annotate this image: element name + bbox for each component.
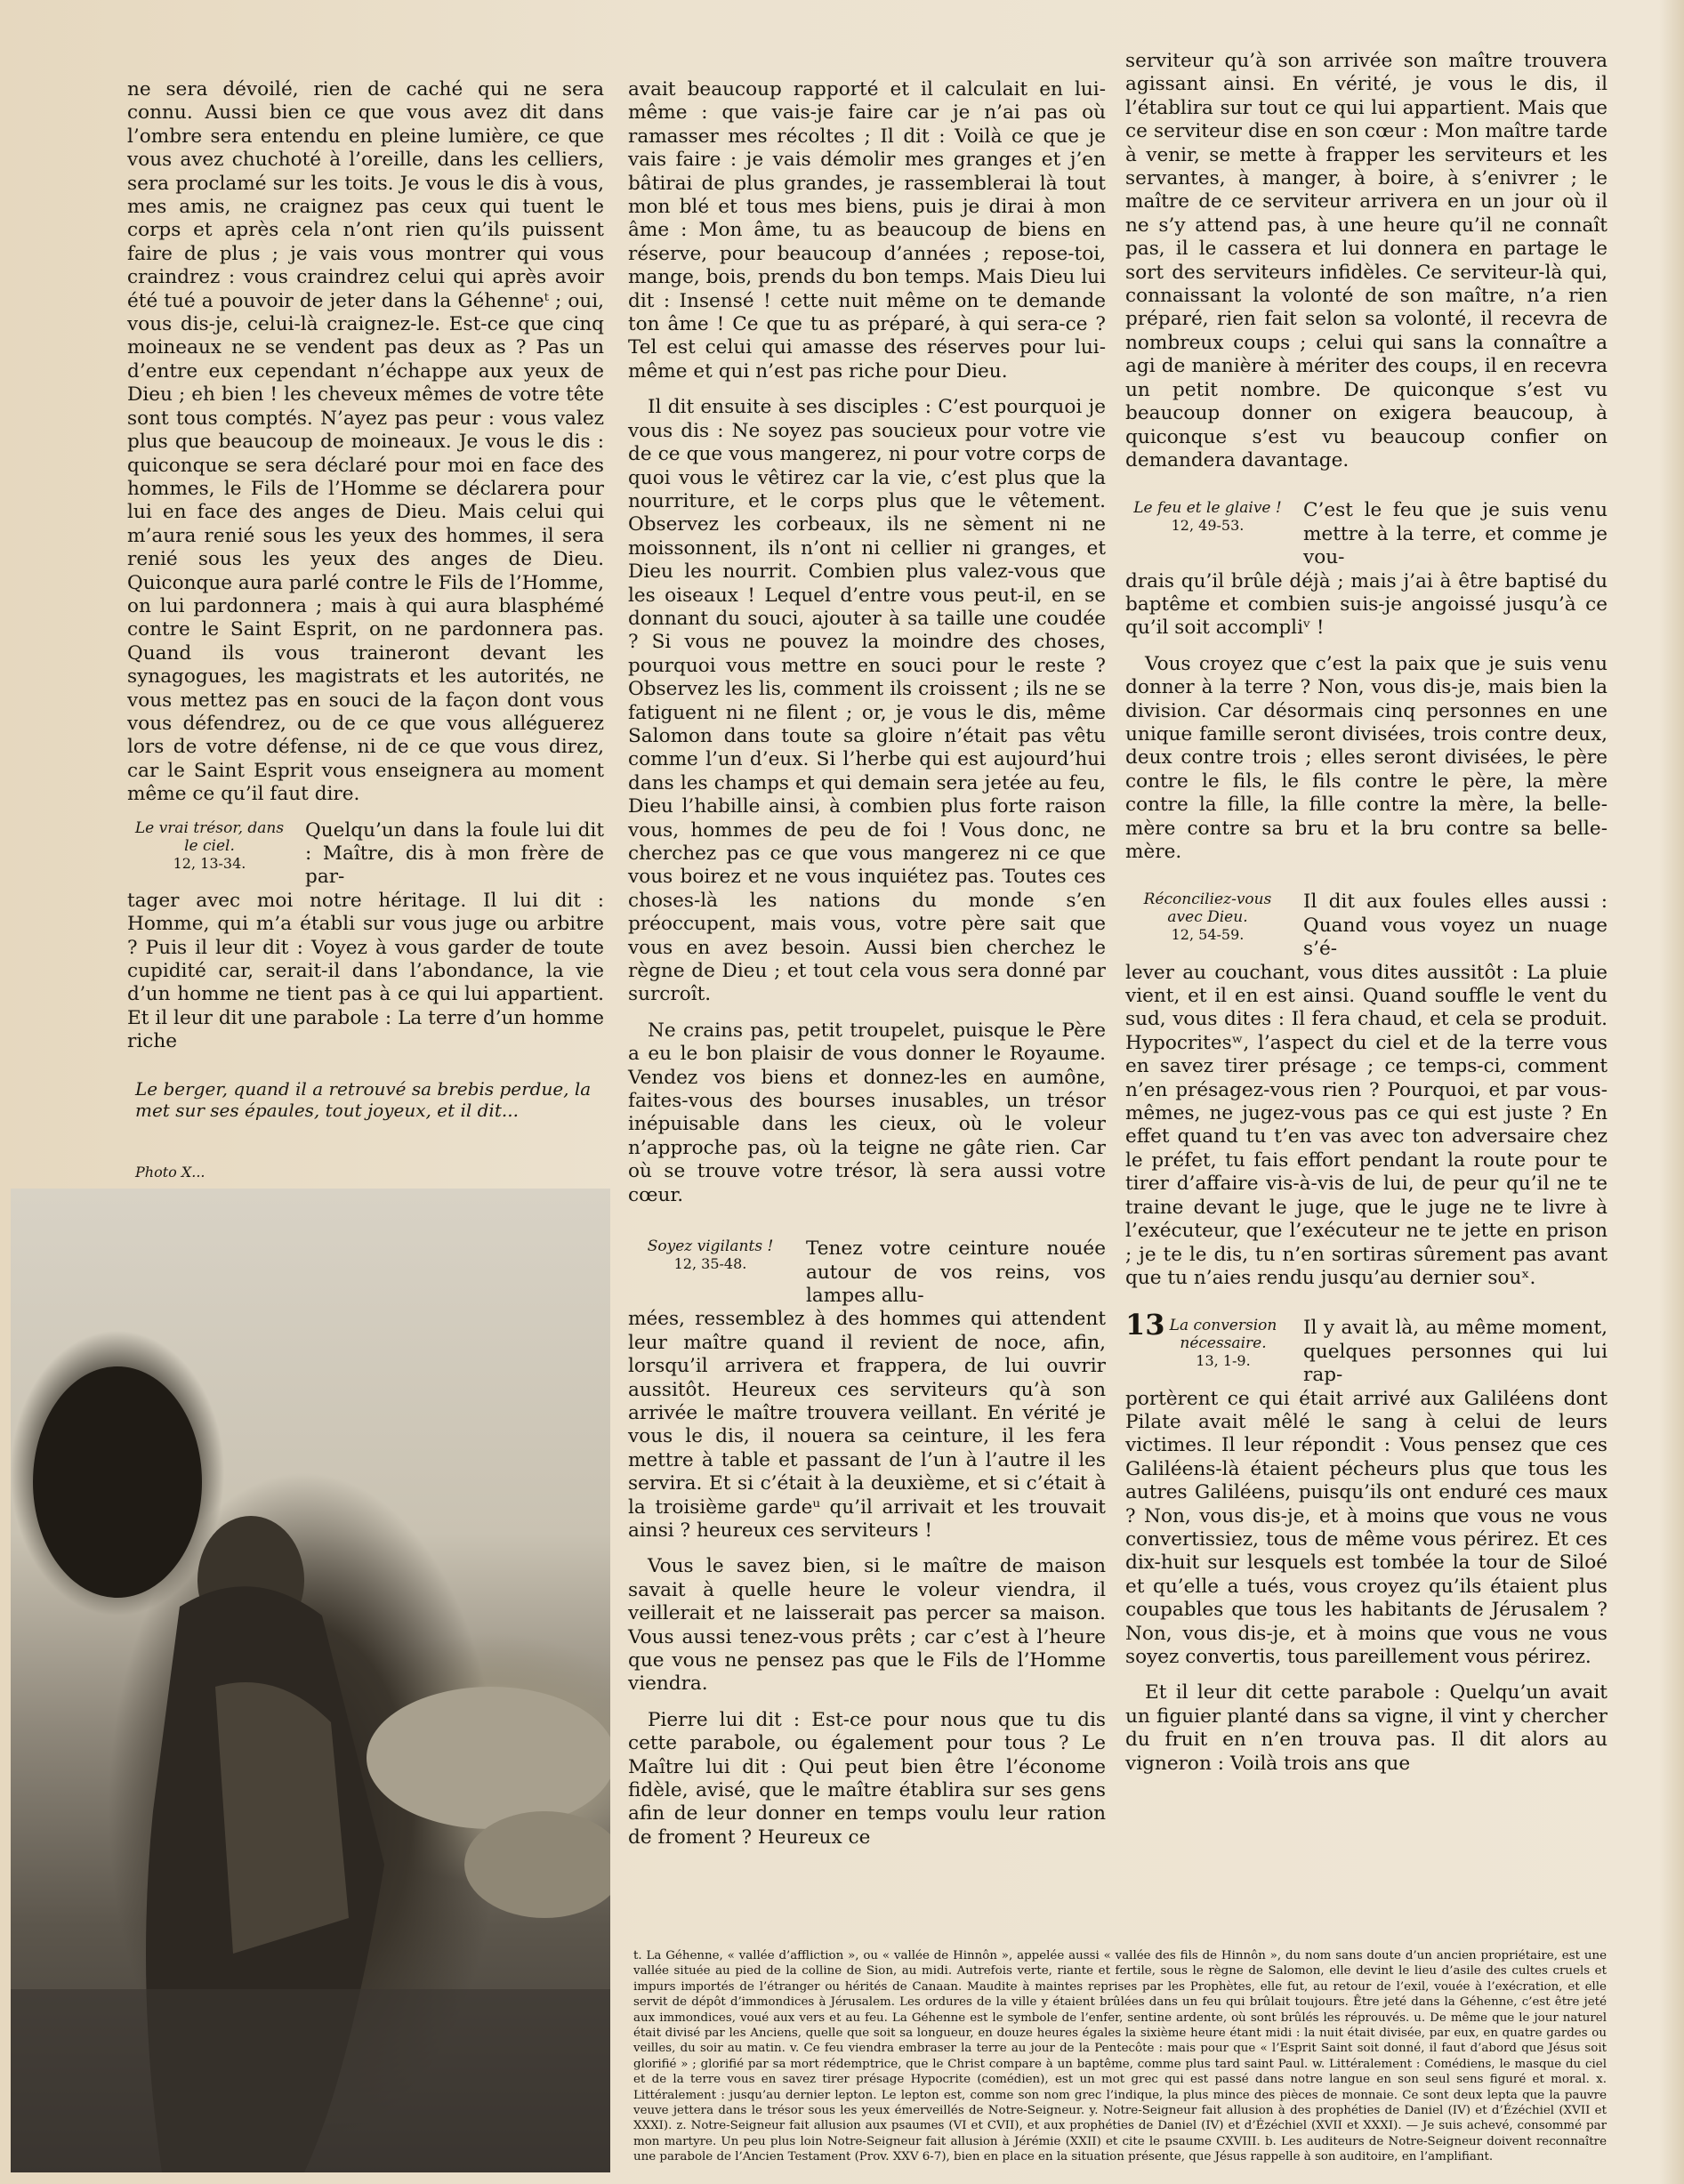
paragraph: drais qu’il brûle déjà ; mais j’ai à être baptisé du baptême et combien suis-je angoissé jusqu’à ce qu’il soit accompliᵛ ! (1125, 569, 1607, 640)
section-heading (1125, 891, 1290, 944)
section-vigilants (628, 1237, 1106, 1308)
page-edge (1659, 0, 1684, 2184)
section-heading (1152, 1317, 1294, 1370)
section-reference: 12, 49-53. (1171, 517, 1245, 535)
footnotes: t. La Géhenne, « vallée d’affliction », ou « vallée de Hinnôn », appelée aussi « vallée des fils de Hinnôn », du nom sans doute d’un ancien propriétaire, est une vallée située au pied de la colline de Sion, au midi. Autrefois verte, riante et fertile, sous le règne de Salomon, elle devint le lieu d’asile des cultes cruels et impurs importés de l’étranger ou hérités de Canaan. Maudite à maintes reprises par les Prophètes, elle fut, au retour de l’exil, vouée à l’exécration, et elle servit de dépôt d’immondices à Jérusalem. Les ordures de la ville y étaient brûlées dans un feu qui brûlait toujours. Être jeté dans la Géhenne, c’est être jeté aux immondices, voué aux vers et au feu. La Géhenne est le symbole de l’enfer, sentine ardente, où sont brûlés les réprouvés. u. De même que le jour naturel était divisé par les Anciens, quelle que soit sa longueur, en douze heures égales la sixième heure étant midi : la nuit était divisée, par eux, en quatre gardes ou veilles, du soir au matin. v. Ce feu viendra embraser la terre au jour de la Pentecôte : mais pour que « l’Esprit Saint soit donné, il faut d’abord que Jésus soit glorifié » ; glorifié par sa mort rédemptrice, que le Christ compare à un baptême, comme plus tard saint Paul. w. Littéralement : Comédiens, le masque du ciel et de la terre vous en savez tirer présage Hypocrite (comédien), est un mot grec qui est passé dans notre langue en son seul sens figuré et moral. x. Littéralement : jusqu’au dernier lepton. Le lepton est, comme son nom grec l’indique, la plus mince des pièces de monnaie. Ce sont deux lepta que la pauvre veuve jettera dans le trésor sous les yeux émerveillés de Notre-Seigneur. y. Notre-Seigneur fait allusion à des prophéties de Daniel (IV) et d’Ézéchiel (XVII et XXXI). z. Notre-Seigneur fait allusion aux psaumes (VI et CVII), et aux prophéties de Daniel (IV) et d’Ézéchiel (XVII et XXXI). — Je suis achevé, consommé par mon martyre. Un peu plus loin Notre-Seigneur fait allusion à Jérémie (XXII) et cite le psaume CXVIII. b. Les auditeurs de Notre-Seigneur doivent reconnaître une parabole de l’Ancien Testament (Prov. XXV 6-7), bien en place en la situation présente, que Jésus rappelle à son auditoire, en l’amplifiant. (633, 1949, 1607, 2164)
section-reference: 12, 13-34. (173, 854, 246, 872)
section-vrai-tresor (127, 819, 604, 890)
section-reference: 12, 35-48. (673, 1255, 747, 1273)
photo-credit: Photo X... (135, 1164, 205, 1181)
shepherd-illustration (11, 1189, 610, 2172)
photo-caption: Le berger, quand il a retrouvé sa brebis perdue, la met sur ses épaules, tout joyeux, et il dit... (135, 1078, 592, 1121)
paragraph-lead: C’est le feu que je suis venu mettre à la terre, et comme je vou- (1303, 499, 1607, 569)
section-reference: 13, 1-9. (1196, 1352, 1251, 1370)
section-heading (628, 1237, 793, 1273)
paragraph-lead: Il dit aux foules elles aussi : Quand vous voyez un nuage s’é- (1303, 891, 1607, 961)
shepherd-photo (11, 1189, 610, 2172)
paragraph-lead: Il y avait là, au même moment, quelques personnes qui lui rap- (1303, 1317, 1607, 1387)
section-title: La conversion nécessaire. (1169, 1317, 1277, 1353)
section-heading (127, 819, 292, 873)
section-title: Le vrai trésor, dans le ciel. (134, 818, 285, 855)
paragraph: ne sera dévoilé, rien de caché qui ne sera connu. Aussi bien ce que vous avez dit dans l’ombre sera entendu en pleine lumière, ce que vous avez chuchoté à l’oreille, dans les celliers, sera proclamé sur les toits. Je vous le dis à vous, mes amis, ne craignez pas ceux qui tuent le corps et après cela n’ont rien qu’ils puissent faire de plus ; je vais vous montrer qui vous craindrez : vous craindrez celui qui après avoir été tué a pouvoir de jeter dans la Géhenneᵗ ; oui, vous dis-je, celui-là craignez-le. Est-ce que cinq moineaux ne se vendent pas deux as ? Pas un d’entre eux cependant n’échappe aux yeux de Dieu ; eh bien ! les cheveux mêmes de votre tête sont tous comptés. N’ayez pas peur : vous valez plus que beaucoup de moineaux. Je vous le dis : quiconque se sera déclaré pour moi en face des hommes, le Fils de l’Homme se déclarera pour lui en face des anges de Dieu. Mais celui qui m’aura renié sous les yeux des hommes, il sera renié sous les yeux des anges de Dieu. Quiconque aura parlé contre le Fils de l’Homme, on lui pardonnera ; mais à qui aura blasphémé contre le Saint Esprit, on ne pardonnera pas. Quand ils vous traineront devant les synagogues, les magistrats et les autorités, ne vous mettez pas en souci de la façon dont vous vous défendrez, ou de ce que vous alléguerez lors de votre défense, ni de ce que vous direz, car le Saint Esprit vous enseignera au moment même ce qu’il faut dire. (127, 78, 604, 806)
paragraph: avait beaucoup rapporté et il calculait en lui-même : que vais-je faire car je n’ai pas où ramasser mes récoltes ; Il dit : Voilà ce que je vais faire : je vais démolir mes granges et j’en bâtirai de plus grandes, je rassemblerai là tout mon blé et tous mes biens, puis je dirai à mon âme : Mon âme, tu as beaucoup de biens en réserve, pour beaucoup d’années ; repose-toi, mange, bois, prends du bon temps. Mais Dieu lui dit : Insensé ! cette nuit même on te demande ton âme ! Ce que tu as préparé, à qui sera-ce ? Tel est celui qui amasse des réserves pour lui-même et qui n’est pas riche pour Dieu. (628, 78, 1106, 383)
section-title: Réconciliez-vous avec Dieu. (1143, 891, 1272, 927)
text-column-1 (127, 78, 604, 1054)
paragraph-lead: Tenez votre ceinture nouée autour de vos reins, vos lampes allu- (806, 1237, 1106, 1307)
section-title: Le feu et le glaive ! (1133, 499, 1282, 518)
paragraph: portèrent ce qui était arrivé aux Galiléens dont Pilate avait mêlé le sang à celui de leurs victimes. Il leur répondit : Vous pensez que ces Galiléens-là étaient pécheurs plus que tous les autres Galiléens, puisqu’ils ont enduré ces maux ? Non, vous dis-je, et à moins que vous ne vous convertissiez, tous de même vous périrez. Et ces dix-huit sur lesquels est tombée la tour de Siloé et qu’elle a tués, vous croyez qu’ils étaient plus coupables que tous les habitants de Jérusalem ? Non, vous dis-je, et à moins que vous ne vous soyez convertis, tous pareillement vous périrez. (1125, 1387, 1607, 1668)
section-conversion (1125, 1308, 1607, 1387)
paragraph: Vous le savez bien, si le maître de maison savait à quelle heure le voleur viendra, il veillerait et ne laisserait pas percer sa maison. Vous aussi tenez-vous prêts ; car c’est à l’heure que vous ne pensez pas que le Fils de l’Homme viendra. (628, 1555, 1106, 1696)
paragraph-lead: Quelqu’un dans la foule lui dit : Maître, dis à mon frère de par- (305, 818, 604, 889)
section-reconciliez (1125, 891, 1607, 961)
paragraph: tager avec moi notre héritage. Il lui dit : Homme, qui m’a établi sur vous juge ou arbitre ? Puis il leur dit : Voyez à vous garder de toute cupidité car, serait-il dans l’abondance, la vie d’un homme ne tient pas à ce qui lui appartient. Et il leur dit une parabole : La terre d’un homme riche (127, 889, 604, 1053)
section-reference: 12, 54-59. (1171, 926, 1245, 944)
section-heading (1125, 499, 1290, 535)
paragraph: Ne crains pas, petit troupelet, puisque le Père a eu le bon plaisir de vous donner le Royaume. Vendez vos biens et donnez-les en aumône, faites-vous des bourses inusables, un trésor inépuisable dans les cieux, où le voleur n’approche pas, où la teigne ne gâte rien. Car où se trouve votre trésor, là sera aussi votre cœur. (628, 1019, 1106, 1206)
paragraph: lever au couchant, vous dites aussitôt : La pluie vient, et il en est ainsi. Quand souffle le vent du sud, vous dites : Il fera chaud, et cela se produit. Hypocritesʷ, l’aspect du ciel et de la terre vous en savez tirer présage ; ce temps-ci, comment n’en présagez-vous rien ? Pourquoi, et par vous-mêmes, ne jugez-vous pas ce qui est juste ? En effet quand tu t’en vas avec ton adversaire chez le préfet, tu fais effort pendant la route pour te tirer d’affaire vis-à-vis de lui, de peur qu’il ne te traine devant le juge, que le juge ne te livre à l’exécuteur, que l’exécuteur ne te jette en prison ; je te le dis, tu n’en sortiras sûrement pas avant que tu n’aies rendu jusqu’au dernier souˣ. (1125, 961, 1607, 1289)
section-title: Soyez vigilants ! (647, 1237, 774, 1256)
paragraph: Vous croyez que c’est la paix que je suis venu donner à la terre ? Non, vous dis-je, mais bien la division. Car désormais cinq personnes en une unique famille seront divisées, trois contre deux, deux contre trois ; elles seront divisées, le père contre le fils, le fils contre le père, la mère contre la fille, la fille contre la mère, la belle-mère contre sa bru et la bru contre sa belle-mère. (1125, 652, 1607, 863)
section-feu-glaive (1125, 499, 1607, 569)
text-column-3 (1125, 50, 1607, 1776)
text-column-2 (628, 78, 1106, 1850)
chapter-number: 13 (1125, 1308, 1165, 1342)
paragraph: serviteur qu’à son arrivée son maître trouvera agissant ainsi. En vérité, je vous le dis, il l’établira sur tout ce qui lui appartient. Mais que ce serviteur dise en son cœur : Mon maître tarde à venir, se mette à frapper les serviteurs et les servantes, à manger, à boire, à s’enivrer ; le maître de ce serviteur arrivera en un jour où il ne s’y attend pas, à une heure qu’il ne connaît pas, il le cassera et lui donnera en partage le sort des serviteurs infidèles. Ce serviteur-là qui, connaissant la volonté de son maître, n’a rien préparé, rien fait selon sa volonté, il recevra de nombreux coups ; celui qui sans la connaître a agi de manière à mériter des coups, il en recevra un petit nombre. De quiconque s’est vu beaucoup donner on exigera beaucoup, à quiconque s’est vu beaucoup confier on demandera davantage. (1125, 50, 1607, 471)
paragraph: mées, ressemblez à des hommes qui attendent leur maître quand il revient de noce, afin, lorsqu’il arrivera et frappera, de lui ouvrir aussitôt. Heureux ces serviteurs qu’à son arrivée le maître trouvera veillant. En vérité je vous le dis, il nouera sa ceinture, il les fera mettre à table et passant de l’un à l’autre il les servira. Et si c’était à la deuxième, et si c’était à la troisième gardeᵘ qu’il arrivait et les trouvait ainsi ? heureux ces serviteurs ! (628, 1308, 1106, 1542)
paragraph: Et il leur dit cette parabole : Quelqu’un avait un figuier planté dans sa vigne, il vint y chercher du fruit en n’en trouva pas. Il dit alors au vigneron : Voilà trois ans que (1125, 1681, 1607, 1775)
paragraph: Il dit ensuite à ses disciples : C’est pourquoi je vous dis : Ne soyez pas soucieux pour votre vie de ce que vous mangerez, ni pour votre corps de quoi vous le vêtirez car la vie, c’est plus que la nourriture, et le corps plus que le vêtement. Observez les corbeaux, ils ne sèment ni ne moissonnent, ils n’ont ni cellier ni granges, et Dieu les nourrit. Combien plus valez-vous que les oiseaux ! Lequel d’entre vous peut-il, en se donnant du souci, ajouter à sa taille une coudée ? Si vous ne pouvez la moindre des choses, pourquoi vous mettre en souci pour le reste ? Observez les lis, comment ils croissent ; ils ne se fatiguent ni ne filent ; or, je vous le dis, même Salomon dans toute sa gloire n’était pas vêtu comme l’un d’eux. Si l’herbe qui est aujourd’hui dans les champs et qui demain sera jetée au feu, Dieu l’habille ainsi, à combien plus forte raison vous, hommes de peu de foi ! Vous donc, ne cherchez pas ce que vous mangerez ni ce que vous boirez et ne vous inquiétez pas. Toutes ces choses-là les nations du monde s’en préoccupent, mais vous, votre père sait que vous en avez besoin. Aussi bien cherchez le règne de Dieu ; et tout cela vous sera donné par surcroît. (628, 396, 1106, 1006)
paragraph: Pierre lui dit : Est-ce pour nous que tu dis cette parabole, ou également pour tous ? Le Maître lui dit : Qui peut bien être l’économe fidèle, avisé, que le maître établira sur ses gens afin de leur donner en temps voulu leur ration de froment ? Heureux ce (628, 1708, 1106, 1849)
